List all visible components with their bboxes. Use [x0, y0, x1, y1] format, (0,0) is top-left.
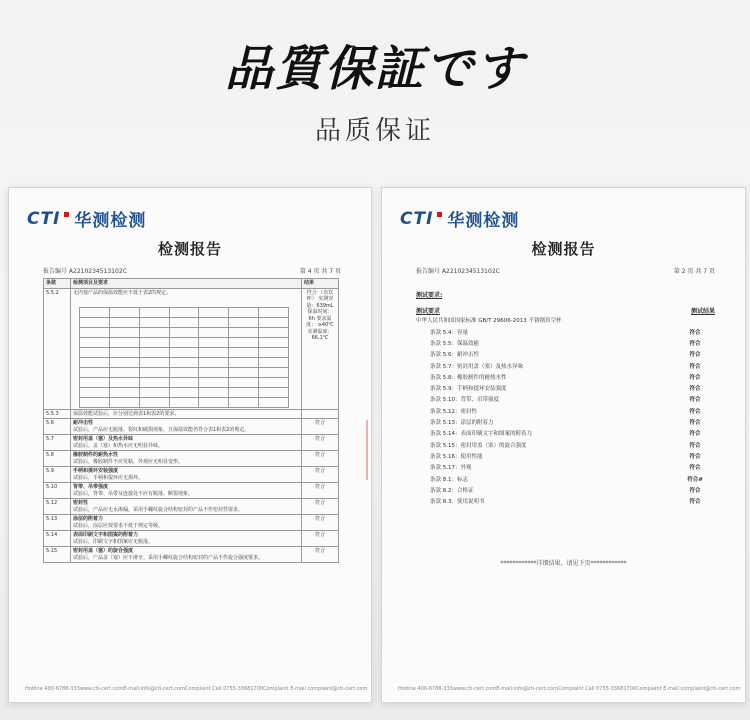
item-result: 符合: [689, 363, 701, 370]
item-label: 条款 5.5：保温效能: [430, 340, 479, 347]
report-footer: [398, 686, 741, 692]
row-result: 符合: [302, 515, 339, 531]
row-title: 背带、吊带强度: [73, 484, 109, 490]
row-content: [71, 419, 302, 435]
footer-complaint-call: Complaint Call 0755-33681700: [185, 686, 264, 692]
list-item: [416, 484, 715, 495]
item-label: 条款 8.1：标志: [430, 476, 468, 483]
row-content: [71, 547, 302, 563]
list-item: [416, 462, 715, 473]
row-title: 耐冲击性: [73, 420, 94, 426]
test-report-page-4: [8, 187, 372, 703]
row-title: 涂层的附着力: [73, 516, 104, 522]
table-row: [44, 451, 339, 467]
test-report-page-2: [381, 187, 746, 703]
standard-name: 中华人民共和国国家标准 GB/T 29606-2013 不锈钢真空杯: [416, 318, 562, 324]
item-result: 符合: [689, 465, 701, 472]
item-result: 符合: [689, 397, 701, 404]
row-content: [71, 499, 302, 515]
row-title: 密封用盖（塞）及热水异味: [73, 436, 134, 442]
logo-company-name: 华测检测: [74, 211, 147, 231]
section-heading: 测试要求:: [416, 292, 443, 299]
item-label: 条款 5.6：耐冲击性: [430, 352, 479, 359]
item-label: 条款 5.8：橡胶制件的耐热水性: [430, 374, 507, 381]
table-row: [44, 409, 339, 419]
item-label: 条款 8.2：合格证: [430, 487, 474, 494]
row-title: 表面印刷文字和图案的附着力: [73, 532, 139, 538]
row-result: 符合: [302, 499, 339, 515]
report-title: 检测报告: [531, 240, 596, 258]
footer-complaint-call: Complaint Call 0755-33681700: [558, 686, 637, 692]
footer-email: E-mail:info@cti-cert.com: [496, 686, 558, 692]
table-row: [44, 515, 339, 531]
row-result: 符合: [302, 451, 339, 467]
item-label: 条款 5.14：表面印刷文字和图案的附着力: [430, 431, 532, 438]
hero-title: 品質保証です: [224, 41, 525, 97]
footer-complaint-email: Complaint E-mail complaint@cti-cert.com: [636, 686, 741, 692]
list-item: [416, 394, 715, 405]
row-result: 符合: [302, 531, 339, 547]
col-header-clause: 条款: [44, 279, 71, 289]
item-label: 条款 5.13：涂层的附着力: [430, 420, 494, 427]
list-item: [416, 337, 715, 348]
list-item: [416, 450, 715, 461]
table-row: [44, 288, 339, 409]
row-text: 无内塞产品的保温效能应不低于表2的规定。: [73, 289, 172, 296]
row-text: 试验后，涂层应按要求不低于规定等级。: [73, 522, 164, 529]
row-content: [71, 451, 302, 467]
logo-dot-icon: [64, 212, 69, 217]
row-content: [71, 288, 302, 409]
item-result: 符合: [689, 420, 701, 427]
item-result: 符合: [689, 442, 701, 449]
item-result: 符合: [689, 374, 701, 381]
retention-subtable: [79, 307, 289, 408]
item-result: 符合: [689, 487, 701, 494]
logo-mark: CTI: [400, 208, 434, 229]
footer-complaint-email: Complaint E-mail complaint@cti-cert.com: [263, 686, 368, 692]
item-label: 条款 5.10：背带、吊带强度: [430, 397, 499, 404]
row-clause: 5.8: [44, 451, 71, 467]
row-clause: 5.10: [44, 483, 71, 499]
list-item: [416, 428, 715, 439]
row-title: 橡胶制件的耐热水性: [73, 452, 119, 458]
logo-mark: CTI: [27, 208, 61, 229]
row-result: 符合: [302, 483, 339, 499]
list-item: [416, 326, 715, 337]
requirements-header: [416, 306, 715, 315]
footer-website: www.cti-cert.com: [79, 686, 124, 692]
end-note: ************详细结果，请见下页************: [500, 560, 627, 567]
item-result: 符合: [689, 453, 701, 460]
item-result: 符合: [689, 431, 701, 438]
row-result: [302, 409, 339, 419]
row-result: 符合: [302, 547, 339, 563]
row-clause: 5.7: [44, 435, 71, 451]
res-header: 测试结果: [690, 308, 715, 315]
row-content: [71, 531, 302, 547]
item-label: 条款 5.16：使用性能: [430, 453, 483, 460]
row-content: [71, 515, 302, 531]
page-indicator: 第 4 页 共 7 页: [299, 268, 341, 275]
item-label: 条款 5.15：密封用盖（塞）的旋合强度: [430, 442, 527, 449]
row-text: 试验后，产品应无脱落、裂纹和破损现象，且保温效能仍符合表1和表2的规定。: [73, 426, 250, 433]
list-item: [416, 416, 715, 427]
row-clause: 5.12: [44, 499, 71, 515]
list-item: [416, 439, 715, 450]
logo-dot-icon: [437, 212, 442, 217]
col-header-result: 结果: [302, 279, 339, 289]
item-result: 符合: [689, 352, 701, 359]
col-header-item: 检测项目及要求: [71, 279, 302, 289]
item-result: 符合#: [687, 476, 703, 483]
cti-logo: [27, 206, 146, 231]
row-result: 符合 （直饮杯） 实测容量：639mL 保温时间： 6h 要求温度： ≥40℃ 实测温度： 66.1℃: [302, 288, 339, 409]
requirements-list: [416, 326, 715, 507]
row-result: 符合: [302, 435, 339, 451]
row-clause: 5.6: [44, 419, 71, 435]
table-header-row: [44, 279, 339, 289]
report-title: 检测报告: [157, 240, 222, 258]
report-footer: [25, 686, 368, 692]
report-number: 报告编号 A2210234513102C: [43, 268, 127, 275]
footer-hotline: Hotline 400-6788-333: [25, 686, 80, 692]
hero-subtitle: 品质保证: [314, 116, 435, 146]
row-clause: 5.9: [44, 467, 71, 483]
page-indicator: 第 2 页 共 7 页: [673, 268, 715, 275]
seal-stamp-mark: [366, 420, 388, 480]
row-text: 试验后，橡胶制件不应发粘，外观应无明显变形。: [73, 458, 184, 465]
item-result: 符合: [689, 340, 701, 347]
item-label: 条款 5.9：手柄和提环安装强度: [430, 386, 507, 393]
list-item: [416, 495, 715, 506]
row-clause: 5.5.2: [44, 288, 71, 409]
table-row: [44, 435, 339, 451]
req-header: 测试要求: [416, 308, 441, 315]
list-item: [416, 349, 715, 360]
row-title: 手柄和提环安装强度: [73, 468, 119, 474]
test-table: [43, 278, 339, 563]
table-row: [44, 467, 339, 483]
row-text: 保温效能试验后，应分别达到表1和表2的要求。: [71, 409, 302, 419]
item-result: 符合: [689, 329, 701, 336]
item-result: 符合: [689, 499, 701, 506]
list-item: [416, 371, 715, 382]
row-text: 试验后，产品应无水渗漏。采用手螺纹旋合结构密封的产品不作密封性要求。: [73, 506, 244, 513]
row-content: [71, 483, 302, 499]
footer-hotline: Hotline 400-6788-333: [398, 686, 453, 692]
row-title: 密封用盖（塞）的旋合强度: [73, 548, 134, 554]
table-row: [44, 531, 339, 547]
row-content: [71, 435, 302, 451]
list-item: [416, 405, 715, 416]
row-title: 密封性: [73, 500, 89, 506]
cti-logo: [400, 206, 519, 231]
report-meta: [416, 266, 715, 275]
list-item: [416, 473, 715, 484]
report-meta: [43, 266, 341, 275]
row-result: 符合: [302, 419, 339, 435]
item-result: 符合: [689, 386, 701, 393]
row-content: [71, 467, 302, 483]
item-result: 符合: [689, 408, 701, 415]
table-row: [44, 499, 339, 515]
item-label: 条款 5.17：外观: [430, 465, 472, 472]
logo-company-name: 华测检测: [447, 211, 520, 231]
list-item: [416, 360, 715, 371]
row-text: 试验后，盖（塞）和热水应无明显异味。: [73, 442, 164, 449]
row-text: 试验后，背带、吊带及连接处不应有脱落、断裂现象。: [73, 490, 194, 497]
item-label: 条款 8.3：使用说明书: [430, 499, 485, 506]
list-item: [416, 382, 715, 393]
table-row: [44, 419, 339, 435]
item-label: 条款 5.4：容量: [430, 329, 468, 336]
item-label: 条款 5.7：密封用盖（塞）及热水异味: [430, 363, 523, 370]
row-clause: 5.5.3: [44, 409, 71, 419]
item-label: 条款 5.12：密封性: [430, 408, 477, 415]
row-text: 试验后，产品盖（塞）应不滑牙。采用手螺纹旋合结构密封的产品不作旋合强度要求。: [73, 554, 264, 561]
row-clause: 5.14: [44, 531, 71, 547]
table-row: [44, 483, 339, 499]
table-row: [44, 547, 339, 563]
row-text: 试验后，手柄和提环应无损坏。: [73, 474, 144, 481]
row-text: 试验后，印刷文字和图案应无脱落。: [73, 538, 154, 545]
report-number: 报告编号 A2210234513102C: [416, 268, 500, 275]
row-clause: 5.15: [44, 547, 71, 563]
footer-website: www.cti-cert.com: [452, 686, 497, 692]
row-result: 符合: [302, 467, 339, 483]
footer-email: E-mail:info@cti-cert.com: [123, 686, 185, 692]
row-clause: 5.13: [44, 515, 71, 531]
